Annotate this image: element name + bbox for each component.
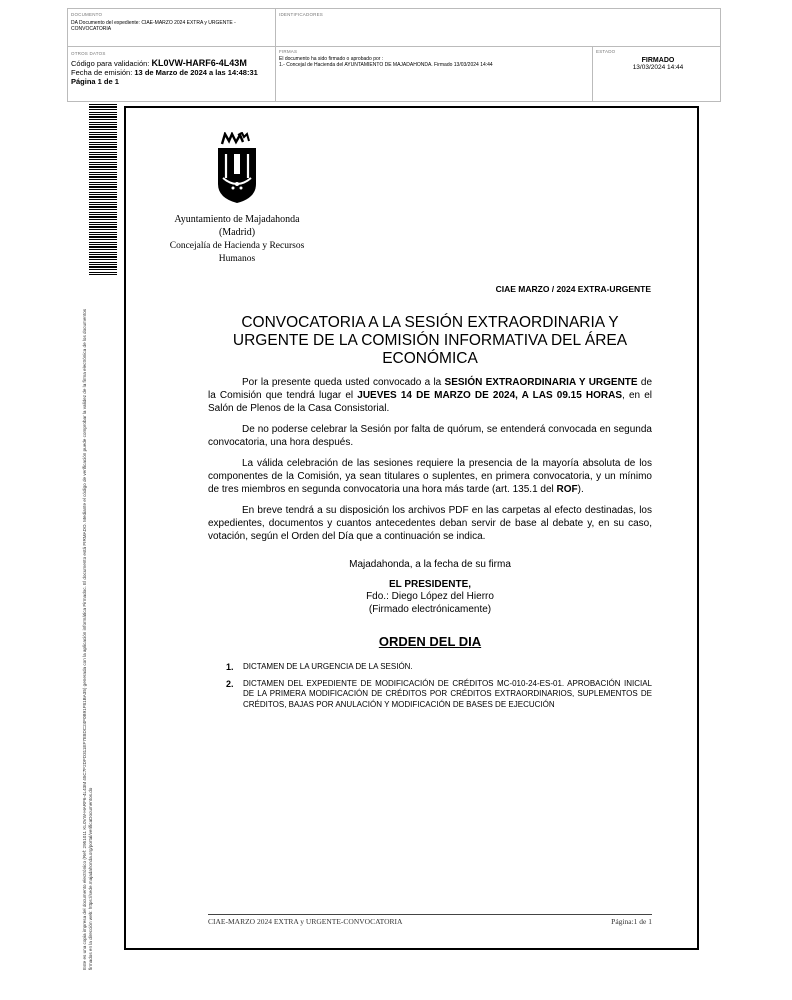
estado-label: ESTADO [596, 49, 616, 54]
otros-datos-label: OTROS DATOS [71, 51, 106, 56]
firmas-label: FIRMAS [279, 49, 298, 54]
paragraph-1: Por la presente queda usted convocado a la SESIÓN EXTRAORDINARIA Y URGENTE de la Comisión que tendrá lugar el JUEVES 14 DE MARZO DE 2024, A LAS 09.15 HORAS, en el Salón de Plenos de la Casa Consistorial. [208, 377, 653, 414]
pagina-count: Página 1 de 1 [71, 77, 119, 86]
identificadores-label: IDENTIFICADORES [279, 12, 324, 17]
signer-name: Fdo.: Diego López del Hierro [366, 591, 494, 602]
estado-fecha: 13/03/2024 14:44 [632, 64, 684, 71]
document-metadata-header [67, 8, 721, 102]
documento-label: DOCUMENTO [71, 12, 103, 17]
org-department: Concejalía de Hacienda y Recursos Humanos [169, 241, 305, 264]
signer-role: EL PRESIDENTE, [388, 578, 472, 590]
codigo-value: KL0VW-HARF6-4L43M [151, 58, 247, 68]
place-date: Majadahonda, a la fecha de su firma [349, 559, 511, 570]
paragraph-3: La válida celebración de las sesiones requiere la presencia de la mayoría absoluta de los componentes de la Comisión, ya sean titulares o suplentes, en primera convocatoria, y un mínimo de tres miembros en segunda convocatoria una hora más tarde (art. 135.1 del ROF). [208, 458, 652, 495]
barcode [89, 104, 117, 276]
codigo-label: Código para validación: [71, 59, 150, 68]
signature-block [208, 559, 652, 616]
agenda-item: 2. DICTAMEN DEL EXPEDIENTE DE MODIFICACIÓN DE CRÉDITOS MC-010-24-ES-01. APROBACIÓN INICIAL DE LA PRIMERA MODIFICACIÓN DE CRÉDITOS POR CRÉDITOS EXTRAORDINARIOS, SUPLEMENTOS DE CRÉDITOS, BAJAS POR ANULACIÓN Y MODIFICACIÓN DE BASES DE EJECUCIÓN [226, 678, 652, 709]
verification-side-text: Este es una copia impresa del documento electrónico (Ref: 2951011 KL0VW-HARF6-4L43M 45C7F2DFD311EF7E8DC24F0B91F81BA35) generada con la aplicación informática Firmadoc. El documento está FIRMADO. Mediante el código de verificación puede comprobar la validez de la firma electrónica de los documentos firmados en la dirección web: https://sede.majadahonda.org/portal/verificaDocumentos.do [82, 308, 93, 970]
fecha-label: Fecha de emisión: [71, 68, 133, 77]
firmas-line1: El documento ha sido firmado o aprobado por : [279, 56, 384, 62]
majadahonda-crest-logo [216, 132, 258, 204]
organization-block [164, 214, 310, 265]
document-reference: CIAE MARZO / 2024 EXTRA-URGENTE [495, 284, 651, 294]
fecha-value: 13 de Marzo de 2024 a las 14:48:31 [134, 68, 258, 77]
paragraph-4: En breve tendrá a su disposición los archivos PDF en las carpetas al efecto destinadas, los expedientes, documentos y cuantos antecedentes deban servir de base al debate y, en su caso, votación, según el Orden del Día que a continuación se indica. [208, 505, 652, 542]
footer-page-number: Página:1 de 1 [611, 917, 652, 926]
agenda-item: 1. DICTAMEN DE LA URGENCIA DE LA SESIÓN. [226, 662, 413, 672]
document-body [208, 376, 652, 551]
documento-text: DA Documento del expediente: CIAE-MARZO 2024 EXTRA y URGENTE -CONVOCATORIA [71, 20, 236, 32]
firmas-line2: 1.- Concejal de Hacienda del AYUNTAMIENTO DE MAJADAHONDA. Firmado 13/03/2024 14:44 [279, 62, 493, 68]
org-region: (Madrid) [218, 226, 256, 238]
org-name: Ayuntamiento de Majadahonda [174, 214, 300, 225]
footer-doc-name: CIAE-MARZO 2024 EXTRA y URGENTE-CONVOCATORIA [208, 917, 403, 926]
paragraph-2: De no poderse celebrar la Sesión por falta de quórum, se entenderá convocada en segunda convocatoria, una hora después. [208, 424, 652, 448]
page-footer [208, 914, 652, 926]
document-title: CONVOCATORIA A LA SESIÓN EXTRAORDINARIA Y URGENTE DE LA COMISIÓN INFORMATIVA DEL ÁREA ECONÓMICA [232, 314, 628, 367]
estado-value: FIRMADO [641, 57, 675, 64]
signature-note: (Firmado electrónicamente) [368, 603, 492, 615]
orden-del-dia-heading: ORDEN DEL DIA [378, 634, 482, 649]
agenda-list [226, 662, 652, 716]
